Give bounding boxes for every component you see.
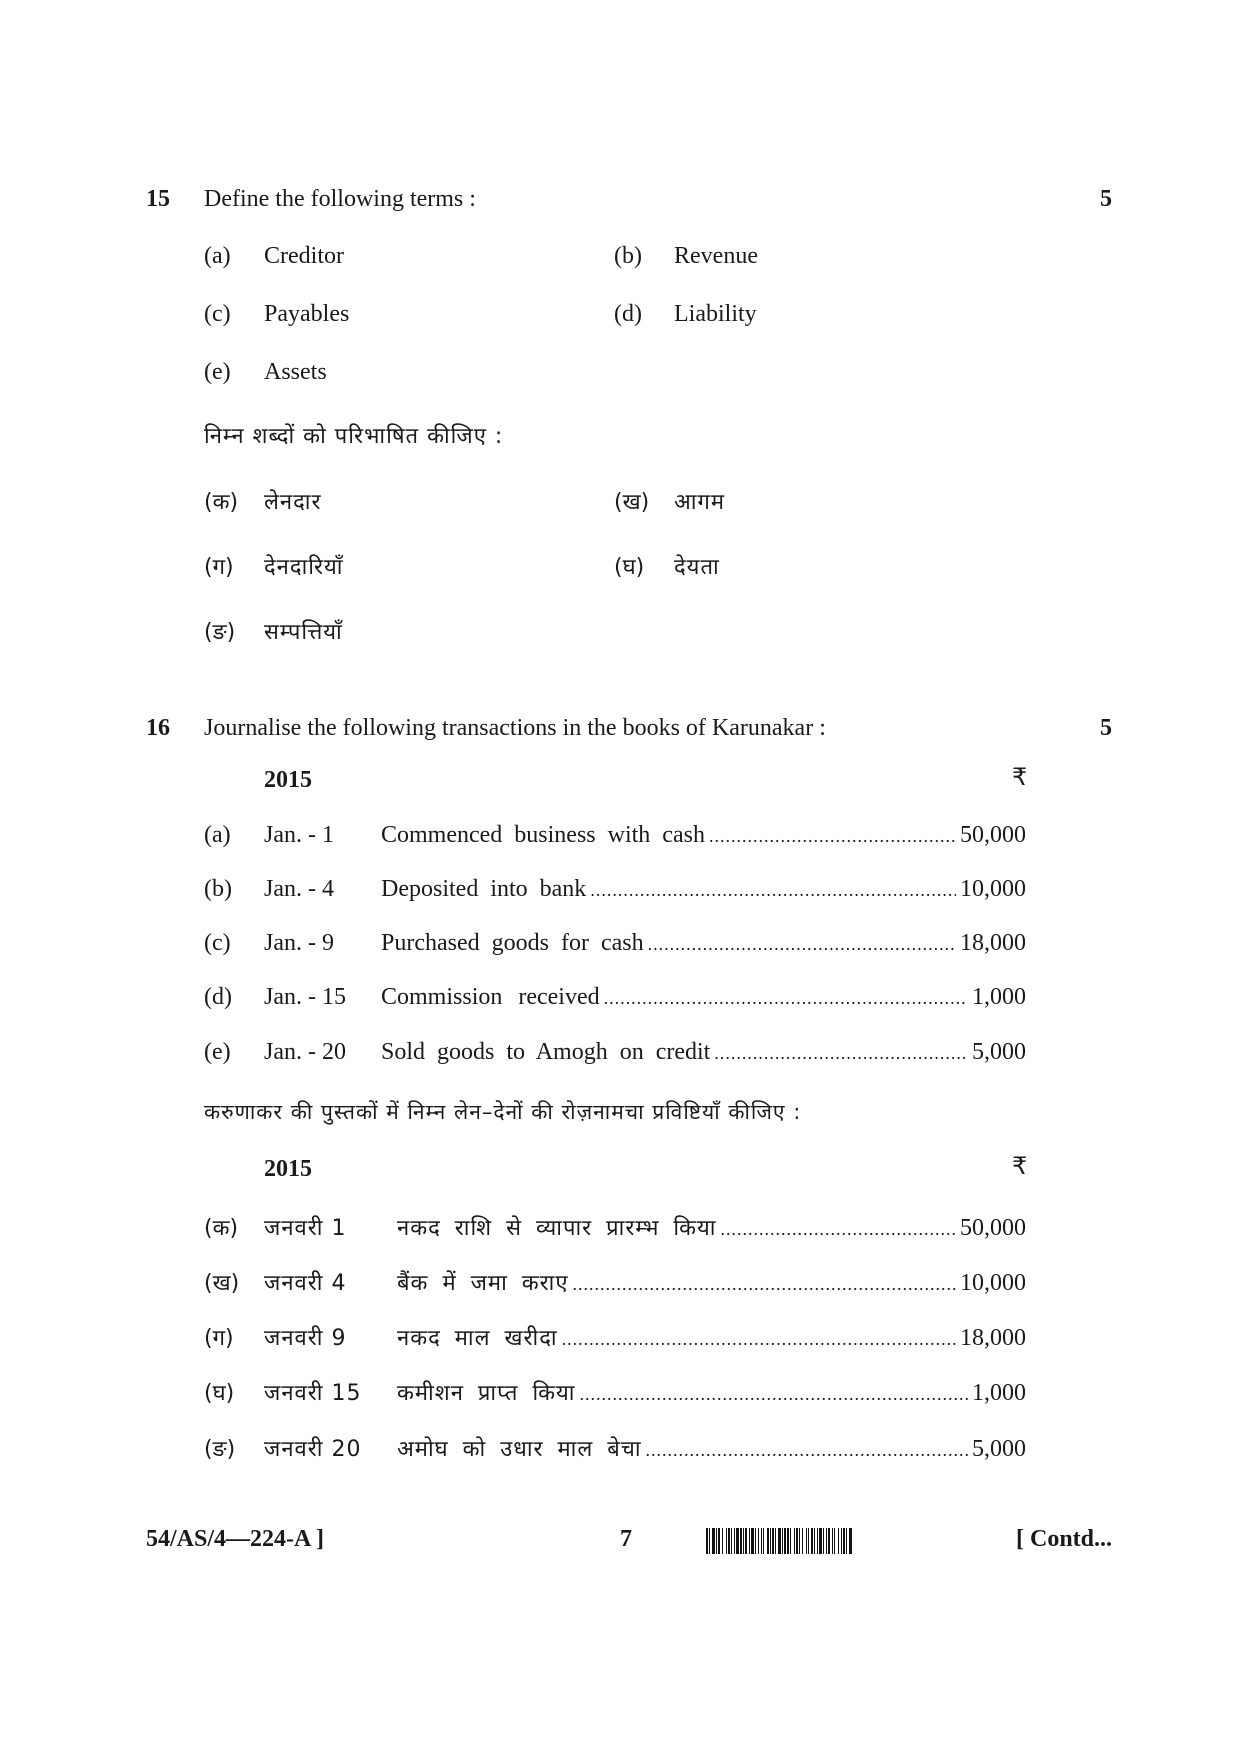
page-number: 7 — [620, 1526, 632, 1552]
question-prompt: Define the following terms : — [204, 186, 476, 212]
transaction-row — [204, 1322, 1026, 1352]
paper-code: 54/AS/4—224-A ] — [146, 1526, 325, 1552]
item-text: Assets — [264, 359, 327, 385]
transaction-date: जनवरी 20 — [264, 1437, 362, 1462]
transaction-row — [204, 1039, 1026, 1066]
transaction-text: बैंक में जमा कराए — [397, 1271, 569, 1296]
transaction-row — [204, 822, 1026, 849]
transaction-label: (ख) — [204, 1271, 240, 1296]
transaction-text: Commenced business with cash — [381, 822, 705, 848]
year-heading: 2015 — [264, 1156, 312, 1182]
leader-dots — [648, 934, 956, 955]
transaction-amount: 10,000 — [960, 876, 1026, 902]
transaction-label: (ग) — [204, 1326, 234, 1351]
item-label: (d) — [614, 301, 642, 327]
transaction-amount: 50,000 — [960, 1215, 1026, 1241]
item-text: Liability — [674, 301, 757, 327]
transaction-amount: 1,000 — [972, 1380, 1026, 1406]
transaction-date: जनवरी 1 — [264, 1216, 347, 1241]
transaction-row — [204, 1433, 1026, 1463]
transaction-date: जनवरी 9 — [264, 1326, 347, 1351]
transaction-label: (ङ) — [204, 1437, 236, 1462]
leader-dots — [721, 1219, 957, 1240]
leader-dots — [709, 826, 956, 847]
leader-dots — [714, 1043, 968, 1064]
item-label: (c) — [204, 301, 231, 327]
item-text: देनदारियाँ — [264, 555, 344, 580]
transaction-date: Jan. - 9 — [264, 930, 334, 956]
transaction-amount: 50,000 — [960, 822, 1026, 848]
transaction-label: (d) — [204, 984, 232, 1010]
item-text: सम्पत्तियाँ — [264, 620, 343, 645]
item-label: (ग) — [204, 555, 234, 580]
question-prompt: Journalise the following transactions in the books of Karunakar : — [204, 715, 826, 741]
item-text: Payables — [264, 301, 350, 327]
transaction-label: (e) — [204, 1039, 231, 1065]
transaction-label: (क) — [204, 1216, 239, 1241]
item-text: लेनदार — [264, 490, 322, 515]
leader-dots — [646, 1440, 968, 1461]
leader-dots — [590, 880, 956, 901]
rupee-symbol: ₹ — [1012, 1152, 1028, 1180]
transaction-row — [204, 1267, 1026, 1297]
transaction-date: Jan. - 15 — [264, 984, 346, 1010]
transaction-amount: 1,000 — [972, 984, 1026, 1010]
item-text: Creditor — [264, 243, 344, 269]
transaction-row — [204, 1212, 1026, 1242]
transaction-text: Sold goods to Amogh on credit — [381, 1039, 711, 1065]
item-label: (ङ) — [204, 620, 236, 645]
transaction-date: जनवरी 4 — [264, 1271, 347, 1296]
transaction-label: (c) — [204, 930, 231, 956]
transaction-row — [204, 876, 1026, 903]
item-label: (a) — [204, 243, 231, 269]
question-prompt-hindi: निम्न शब्दों को परिभाषित कीजिए : — [204, 424, 504, 449]
transaction-text: Commission received — [381, 984, 600, 1010]
transaction-date: Jan. - 20 — [264, 1039, 346, 1065]
transaction-row — [204, 984, 1026, 1011]
transaction-text: अमोघ को उधार माल बेचा — [397, 1437, 642, 1462]
leader-dots — [562, 1329, 956, 1350]
item-text: आगम — [674, 490, 726, 515]
item-label: (e) — [204, 359, 231, 385]
transaction-text: नकद माल खरीदा — [397, 1326, 558, 1351]
item-label: (घ) — [614, 555, 645, 580]
question-number: 16 — [146, 715, 170, 741]
transaction-amount: 10,000 — [960, 1270, 1026, 1296]
item-text: देयता — [674, 555, 720, 580]
transaction-amount: 5,000 — [972, 1039, 1026, 1065]
transaction-label: (b) — [204, 876, 232, 902]
transaction-label: (घ) — [204, 1381, 235, 1406]
leader-dots — [604, 988, 968, 1009]
transaction-row — [204, 930, 1026, 957]
item-label: (ख) — [614, 490, 650, 515]
leader-dots — [580, 1384, 969, 1405]
item-text: Revenue — [674, 243, 758, 269]
transaction-date: Jan. - 1 — [264, 822, 334, 848]
transaction-amount: 18,000 — [960, 1325, 1026, 1351]
transaction-text: नकद राशि से व्यापार प्रारम्भ किया — [397, 1216, 717, 1241]
transaction-text: Purchased goods for cash — [381, 930, 644, 956]
contd-label: [ Contd... — [1016, 1526, 1113, 1552]
rupee-symbol: ₹ — [1012, 763, 1028, 791]
year-heading: 2015 — [264, 767, 312, 793]
transaction-label: (a) — [204, 822, 231, 848]
question-prompt-hindi: करुणाकर की पुस्तकों में निम्न लेन–देनों की रोज़नामचा प्रविष्टियाँ कीजिए : — [204, 1100, 802, 1124]
item-label: (b) — [614, 243, 642, 269]
leader-dots — [573, 1274, 956, 1295]
transaction-text: Deposited into bank — [381, 876, 587, 902]
transaction-row — [204, 1377, 1026, 1407]
question-marks: 5 — [1100, 186, 1112, 212]
transaction-date: जनवरी 15 — [264, 1381, 362, 1406]
transaction-date: Jan. - 4 — [264, 876, 334, 902]
transaction-amount: 18,000 — [960, 930, 1026, 956]
question-marks: 5 — [1100, 715, 1112, 741]
transaction-amount: 5,000 — [972, 1436, 1026, 1462]
item-label: (क) — [204, 490, 239, 515]
question-number: 15 — [146, 186, 170, 212]
transaction-text: कमीशन प्राप्त किया — [397, 1381, 576, 1406]
barcode — [706, 1528, 853, 1554]
